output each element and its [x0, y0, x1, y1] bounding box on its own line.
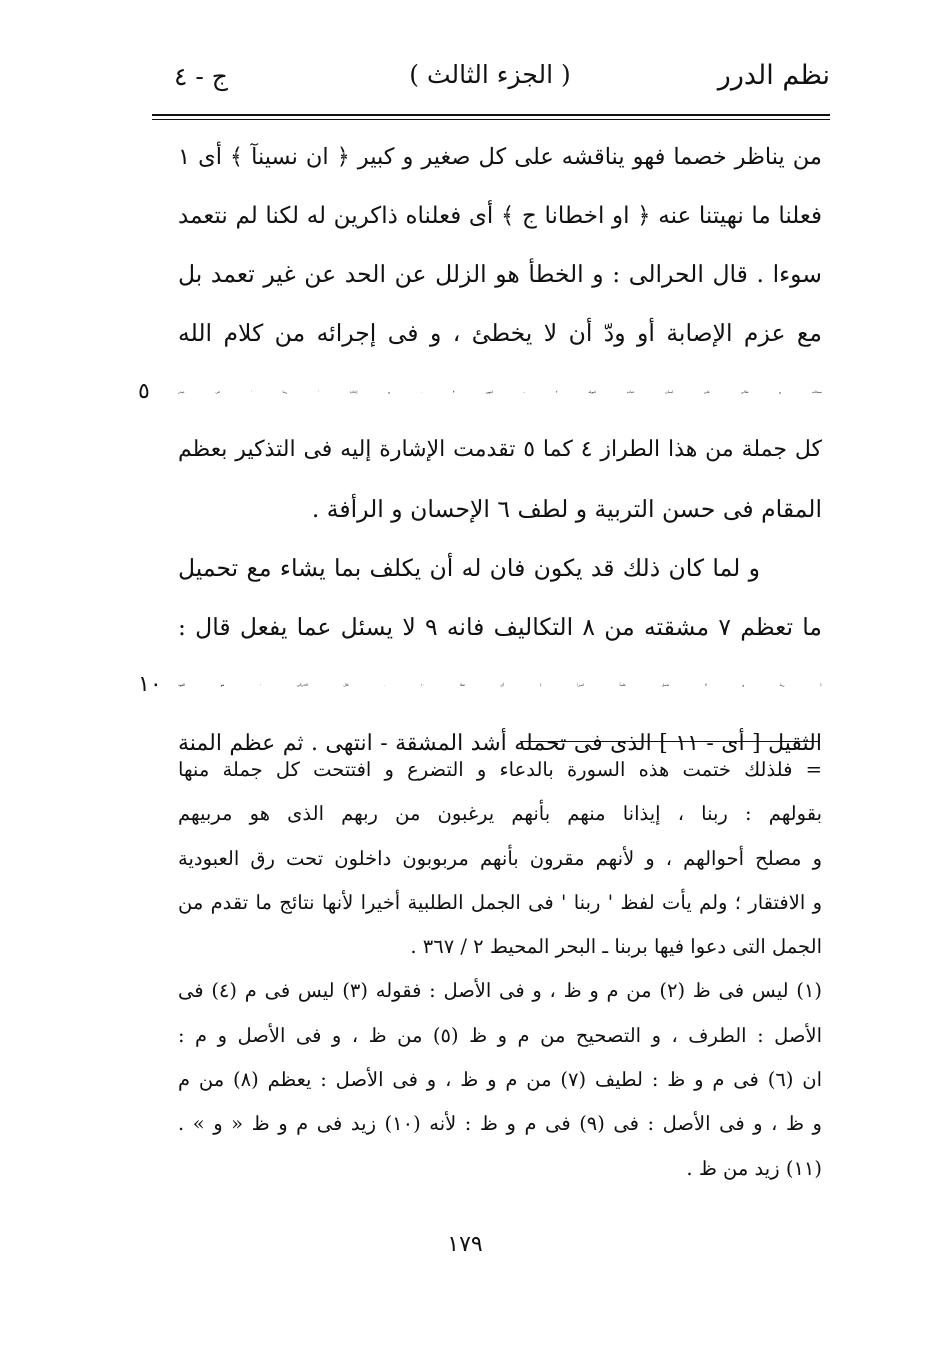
- line-number: ٥: [138, 378, 150, 404]
- text-line: سوءا . قال الحرالى : و الخطأ هو الزلل عن الحد عن غير تعمد بل: [178, 260, 822, 289]
- text-line: من يناظر خصما فهو يناقشه على كل صغير و كبير ﴿ ان نسينآ ﴾ أى ١: [178, 144, 822, 170]
- footnote-line: بقولهم : ربنا ، إيذانا منهم بأنهم يرغبون من ربهم الذى هو مربيهم: [178, 802, 822, 826]
- footnote-line: و ظ ، و فى الأصل : فى (٩) فى م و ظ : لأنه (١٠) زيد فى م و ظ « و » .: [178, 1112, 822, 1136]
- text-line: ما تعظم ٧ مشقته من ٨ التكاليف فانه ٩ لا يسئل عما يفعل قال :: [178, 612, 822, 641]
- page-number: ١٧٩: [447, 1232, 483, 1257]
- footnote-line: (١١) زيد من ظ .: [686, 1156, 822, 1180]
- footnote-line: = فلذلك ختمت هذه السورة بالدعاء و التضرع و افتتحت كل جملة منها: [178, 758, 822, 781]
- footnote-line: (١) ليس فى ظ (٢) من م و ظ ، و فى الأصل : فقوله (٣) ليس فى م (٤) فى: [178, 979, 822, 1003]
- footnote-line: و الافتقار ؛ ولم يأت لفظ ' ربنا ' فى الجمل الطلبية أخيرا لأنها نتائج ما تقدم من: [178, 890, 822, 914]
- volume-label: ج - ٤: [174, 62, 228, 91]
- footnote-line: الأصل : الطرف ، و التصحيح من م و ظ (٥) من ظ ، و فى الأصل و م :: [178, 1023, 822, 1047]
- header-rule-thin: [152, 119, 830, 120]
- text-line: مع عزم الإصابة أو ودّ أن لا يخطئ ، و فى إجرائه من كلام الله: [178, 319, 822, 348]
- running-header: [150, 58, 830, 102]
- book-title: نظم الدرر: [717, 60, 830, 91]
- footnotes: [178, 748, 822, 1191]
- text-line: فعلنا ما نهيتنا عنه ﴿ او اخطانا ج ﴾ أى فعلناه ذاكرين له لكنا لم نتعمد: [178, 202, 822, 229]
- footnote-line: الجمل التى دعوا فيها بربنا ـ البحر المحيط ٢ / ٣٦٧ .: [410, 935, 822, 959]
- text-line: ﴿ ربنا و لا تحمل علينآ اصرا ﴾ أى ثقلا ١٠ . قال الحرالى : هو العهد ١٠: [178, 656, 822, 715]
- part-title: ( الجزء الثالث ): [409, 60, 571, 89]
- text-line: و لما كان ذلك قد يكون فان له أن يكلف بما يشاء مع تحميل: [178, 553, 760, 582]
- text-line: المقام فى حسن التربية و لطف ٦ الإحسان و الرأفة .: [311, 495, 822, 524]
- footnote-line: ان (٦) فى م و ظ : لطيف (٧) من م و ظ ، و فى الأصل : يعظم (٨) من م: [178, 1068, 823, 1092]
- footnote-line: و مصلح أحوالهم ، و لأنهم مقرون بأنهم مربوبون داخلون تحت رق العبودية: [178, 846, 822, 870]
- main-text: [138, 128, 822, 774]
- header-rule: [152, 114, 830, 116]
- text-line: كل جملة من هذا الطراز ٤ كما ٥ تقدمت الإشارة إليه فى التذكير بعظم: [178, 437, 822, 463]
- text-line: سبحانه و تعالى على لسان عباده قبوله ٢ ـ انتهى ٣ . و إعادة ' ربنا ' فى صدر ٥: [178, 363, 822, 422]
- line-number: ١٠: [138, 672, 162, 698]
- footnote-rule: [520, 741, 820, 742]
- text-line: الثقيل [ أى - ١١ ] الذى فى تحمله أشد المشقة - انتهى . ثم عظم المنة: [178, 730, 822, 756]
